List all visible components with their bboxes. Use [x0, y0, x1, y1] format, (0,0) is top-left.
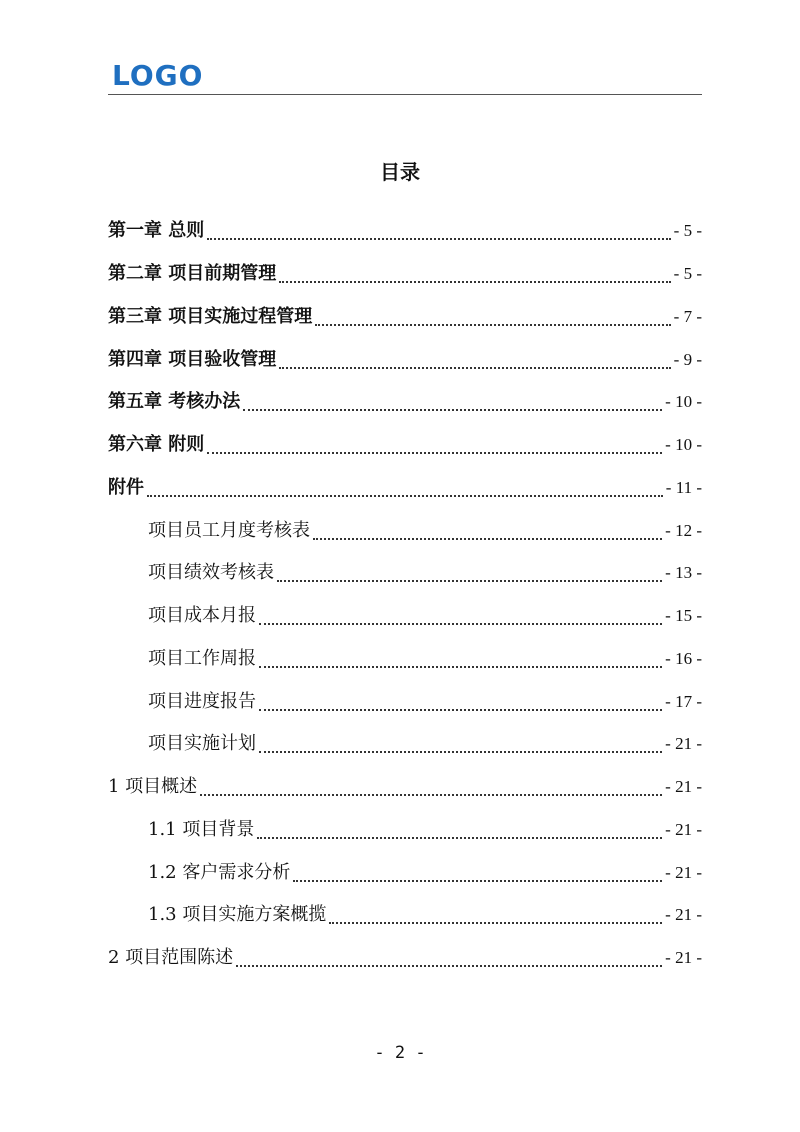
- toc-entry[interactable]: [108, 595, 702, 638]
- toc-entry[interactable]: [108, 210, 702, 253]
- toc-dot-leader: [243, 395, 662, 411]
- toc-entry-label: 项目员工月度考核表: [148, 519, 310, 541]
- toc-entry[interactable]: [108, 809, 702, 852]
- toc-entry-label: 1.3 项目实施方案概揽: [148, 904, 327, 926]
- toc-entry[interactable]: [108, 851, 702, 894]
- toc-entry-label: 1 项目概述: [108, 776, 198, 798]
- toc-dot-leader: [293, 866, 662, 882]
- toc-entry-label: 第二章 项目前期管理: [108, 263, 277, 285]
- toc-entry-label: 第一章 总则: [108, 220, 205, 242]
- toc-entry-page: - 10 -: [665, 435, 702, 455]
- toc-entry-page: - 21 -: [665, 734, 702, 754]
- toc-entry-page: - 5 -: [673, 264, 702, 284]
- page-number: - 2 -: [374, 1043, 426, 1063]
- toc-entry-label: 项目工作周报: [148, 647, 256, 669]
- toc-entry[interactable]: [108, 723, 702, 766]
- toc-dot-leader: [200, 780, 662, 796]
- toc-entry[interactable]: [108, 937, 702, 980]
- toc-entry-label: 项目进度报告: [148, 690, 256, 712]
- toc-entry[interactable]: [108, 766, 702, 809]
- toc-title: 目录: [380, 160, 420, 184]
- toc-entry[interactable]: [108, 552, 702, 595]
- toc-entry-page: - 21 -: [665, 777, 702, 797]
- toc-entry-page: - 9 -: [673, 349, 702, 369]
- toc-dot-leader: [236, 951, 662, 967]
- toc-entry-page: - 16 -: [665, 648, 702, 668]
- toc-dot-leader: [259, 652, 662, 668]
- toc-entry-label: 项目实施计划: [148, 733, 256, 755]
- toc-dot-leader: [313, 524, 662, 540]
- toc-dot-leader: [207, 438, 662, 454]
- toc-entry-page: - 21 -: [665, 948, 702, 968]
- toc-entry-label: 2 项目范围陈述: [108, 947, 234, 969]
- toc-dot-leader: [279, 267, 670, 283]
- toc-entry[interactable]: [108, 638, 702, 681]
- toc-entry[interactable]: [108, 467, 702, 510]
- toc-entry[interactable]: [108, 680, 702, 723]
- toc-entry-page: - 21 -: [665, 862, 702, 882]
- toc-entry-label: 1.2 客户需求分析: [148, 861, 291, 883]
- toc-entry-page: - 12 -: [665, 520, 702, 540]
- toc-dot-leader: [259, 737, 662, 753]
- toc-entry[interactable]: [108, 338, 702, 381]
- toc-dot-leader: [329, 908, 662, 924]
- header-divider: [108, 94, 702, 95]
- toc-dot-leader: [259, 695, 662, 711]
- toc-entry-page: - 15 -: [665, 606, 702, 626]
- toc-entry[interactable]: [108, 424, 702, 467]
- toc-entry-page: - 7 -: [673, 306, 702, 326]
- toc-entry-page: - 10 -: [665, 392, 702, 412]
- toc-entry[interactable]: [108, 253, 702, 296]
- toc-dot-leader: [259, 609, 662, 625]
- toc-entry-page: - 11 -: [665, 477, 702, 497]
- toc-entry-label: 第五章 考核办法: [108, 391, 241, 413]
- table-of-contents: [108, 210, 702, 980]
- toc-entry[interactable]: [108, 381, 702, 424]
- toc-entry-page: - 13 -: [665, 563, 702, 583]
- toc-entry-label: 项目成本月报: [148, 605, 256, 627]
- toc-entry-label: 项目绩效考核表: [148, 562, 274, 584]
- toc-entry-page: - 17 -: [665, 691, 702, 711]
- toc-entry[interactable]: [108, 509, 702, 552]
- page-header: [108, 56, 702, 96]
- toc-dot-leader: [257, 823, 662, 839]
- toc-dot-leader: [277, 566, 662, 582]
- toc-entry-page: - 21 -: [665, 819, 702, 839]
- toc-entry-label: 1.1 项目背景: [148, 818, 255, 840]
- toc-entry-label: 第六章 附则: [108, 434, 205, 456]
- toc-entry[interactable]: [108, 296, 702, 339]
- toc-entry-page: - 5 -: [673, 221, 702, 241]
- toc-entry[interactable]: [108, 894, 702, 937]
- toc-dot-leader: [207, 224, 670, 240]
- logo: LOGO: [112, 59, 204, 92]
- toc-entry-label: 第三章 项目实施过程管理: [108, 305, 313, 327]
- toc-dot-leader: [279, 353, 670, 369]
- toc-entry-label: 第四章 项目验收管理: [108, 348, 277, 370]
- toc-dot-leader: [147, 481, 663, 497]
- toc-dot-leader: [315, 310, 670, 326]
- toc-entry-label: 附件: [108, 476, 144, 498]
- toc-entry-page: - 21 -: [665, 905, 702, 925]
